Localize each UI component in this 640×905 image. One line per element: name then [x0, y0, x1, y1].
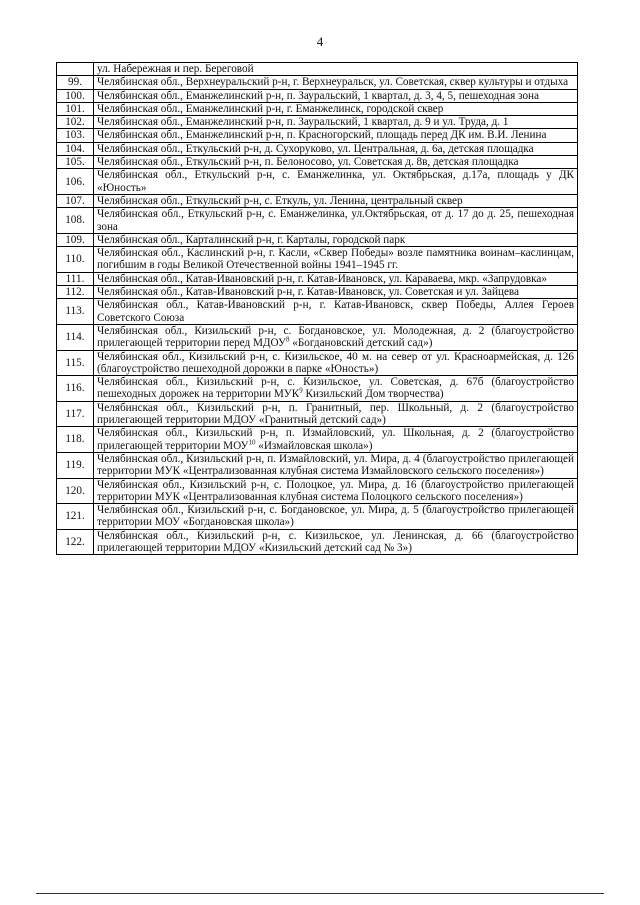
- table-row: [57, 529, 578, 555]
- row-number: 115.: [57, 350, 94, 376]
- table-row: [57, 478, 578, 504]
- row-number: 110.: [57, 247, 94, 273]
- table-row: [57, 286, 578, 299]
- row-number: 99.: [57, 76, 94, 89]
- row-number: 104.: [57, 142, 94, 155]
- row-number: 107.: [57, 194, 94, 207]
- table-row: [57, 142, 578, 155]
- row-number: 118.: [57, 427, 94, 453]
- table-row: [57, 89, 578, 102]
- page-number: 4: [316, 34, 324, 49]
- row-number: 105.: [57, 156, 94, 169]
- address-text-cont: «Богдановский детский сад»): [289, 337, 433, 350]
- table-row: [57, 63, 578, 76]
- table-row: [57, 452, 578, 478]
- row-address: Челябинская обл., Еткульский р-н, д. Сухоруково, ул. Центральная, д. 6а, детская площадка: [94, 142, 578, 155]
- page-bottom-rule: [36, 893, 604, 894]
- table-row: [57, 116, 578, 129]
- row-number: 102.: [57, 116, 94, 129]
- table-row: [57, 208, 578, 234]
- address-text-cont: «Измайловская школа»): [255, 439, 373, 452]
- table-row: [57, 247, 578, 273]
- footnote-marker: 9: [299, 386, 303, 395]
- table-row: [57, 350, 578, 376]
- row-address: Челябинская обл., Кизильский р-н, с. Кизильское, 40 м. на север от ул. Красноармейская, д. 126 (благоустройство пешеходной дорожки в парке «Юность»): [94, 350, 578, 376]
- table-row: [57, 272, 578, 285]
- row-number: 114.: [57, 324, 94, 350]
- table-row: [57, 427, 578, 453]
- row-address: Челябинская обл., Кизильский р-н, с. Полоцкое, ул. Мира, д. 16 (благоустройство прилегающей территории МУК «Централизованная клубная система Полоцкого сельского поселения»): [94, 478, 578, 504]
- table-row: [57, 376, 578, 402]
- row-address: Челябинская обл., Еманжелинский р-н, г. Еманжелинск, городской сквер: [94, 102, 578, 115]
- row-address: Челябинская обл., Катав-Ивановский р-н, г. Катав-Ивановск, ул. Советская и ул. Зайцева: [94, 286, 578, 299]
- table-row: [57, 76, 578, 89]
- address-text-cont: Кизильский Дом творчества): [302, 388, 444, 401]
- row-address: Челябинская обл., Еманжелинский р-н, п. Красногорский, площадь перед ДК им. В.И. Ленина: [94, 129, 578, 142]
- row-address: Челябинская обл., Кизильский р-н, с. Богдановское, ул. Мира, д. 5 (благоустройство прилегающей территории МОУ «Богдановская школа»): [94, 504, 578, 530]
- row-address: Челябинская обл., Кизильский р-н, п. Измайловский, ул. Мира, д. 4 (благоустройство прилегающей территории МУК «Централизованная клубная система Измайловского сельского поселения»): [94, 452, 578, 478]
- row-number: 103.: [57, 129, 94, 142]
- row-number: [57, 63, 94, 76]
- table-row: [57, 324, 578, 350]
- row-address: Челябинская обл., Катав-Ивановский р-н, г. Катав-Ивановск, ул. Караваева, мкр. «Запрудовка»: [94, 272, 578, 285]
- row-number: 117.: [57, 401, 94, 427]
- address-text: Челябинская обл., Кизильский р-н, п. Измайловский, ул. Школьная, д. 2 (благоустройство прилегающей территории МОУ: [97, 427, 574, 452]
- row-number: 100.: [57, 89, 94, 102]
- row-address: Челябинская обл., Катав-Ивановский р-н, г. Катав-Ивановск, сквер Победы, Аллея Героев Советского Союза: [94, 299, 578, 325]
- table-row: [57, 129, 578, 142]
- table-row: [57, 169, 578, 195]
- row-number: 106.: [57, 169, 94, 195]
- row-number: 109.: [57, 233, 94, 246]
- row-number: 116.: [57, 376, 94, 402]
- table-row: [57, 233, 578, 246]
- row-address: Челябинская обл., Кизильский р-н, п. Гранитный, пер. Школьный, д. 2 (благоустройство прилегающей территории МДОУ «Гранитный детский сад»): [94, 401, 578, 427]
- footnote-marker: 8: [285, 335, 290, 344]
- row-number: 101.: [57, 102, 94, 115]
- row-number: 113.: [57, 299, 94, 325]
- table-row: [57, 102, 578, 115]
- table-row: [57, 401, 578, 427]
- row-number: 111.: [57, 272, 94, 285]
- row-address: Челябинская обл., Еткульский р-н, с. Еманжелинка, ул.Октябрьская, от д. 17 до д. 25, пешеходная зона: [94, 208, 578, 234]
- footnote-marker: 10: [248, 437, 256, 446]
- locations-table: [56, 62, 578, 555]
- row-number: 122.: [57, 529, 94, 555]
- row-address: [94, 324, 578, 350]
- row-number: 119.: [57, 452, 94, 478]
- row-address: Челябинская обл., Еманжелинский р-н, п. Зауральский, 1 квартал, д. 3, 4, 5, пешеходная зона: [94, 89, 578, 102]
- row-address: ул. Набережная и пер. Береговой: [94, 63, 578, 76]
- row-address: [94, 376, 578, 402]
- row-address: Челябинская обл., Еткульский р-н, с. Еткуль, ул. Ленина, центральный сквер: [94, 194, 578, 207]
- row-number: 112.: [57, 286, 94, 299]
- table-row: [57, 504, 578, 530]
- table-row: [57, 194, 578, 207]
- table-row: [57, 299, 578, 325]
- address-text: Челябинская обл., Кизильский р-н, с. Богдановское, ул. Молодежная, д. 2 (благоустройство прилегающей территории перед МДОУ: [97, 324, 574, 350]
- row-address: Челябинская обл., Карталинский р-н, г. Карталы, городской парк: [94, 233, 578, 246]
- address-text: Челябинская обл., Кизильский р-н, с. Кизильское, ул. Советская, д. 67б (благоустройство пешеходных дорожек на территории МУК: [97, 376, 574, 401]
- row-number: 121.: [57, 504, 94, 530]
- row-address: Челябинская обл., Верхнеуральский р-н, г. Верхнеуральск, ул. Советская, сквер культуры и отдыха: [94, 76, 578, 89]
- row-address: Челябинская обл., Каслинский р-н, г. Касли, «Сквер Победы» возле памятника воинам–каслинцам, погибшим в годы Великой Отечественной войны 1941–1945 гг.: [94, 247, 578, 273]
- row-number: 120.: [57, 478, 94, 504]
- row-address: Челябинская обл., Еманжелинский р-н, п. Зауральский, 1 квартал, д. 9 и ул. Труда, д. 1: [94, 116, 578, 129]
- row-address: Челябинская обл., Еткульский р-н, с. Еманжелинка, ул. Октябрьская, д.17а, площадь у ДК «Юность»: [94, 169, 578, 195]
- row-address: Челябинская обл., Кизильский р-н, с. Кизильское, ул. Ленинская, д. 66 (благоустройство прилегающей территории МДОУ «Кизильский детский сад № 3»): [94, 529, 578, 555]
- row-address: Челябинская обл., Еткульский р-н, п. Белоносово, ул. Советская д. 8в, детская площадка: [94, 156, 578, 169]
- row-number: 108.: [57, 208, 94, 234]
- row-address: [94, 427, 578, 453]
- table-row: [57, 156, 578, 169]
